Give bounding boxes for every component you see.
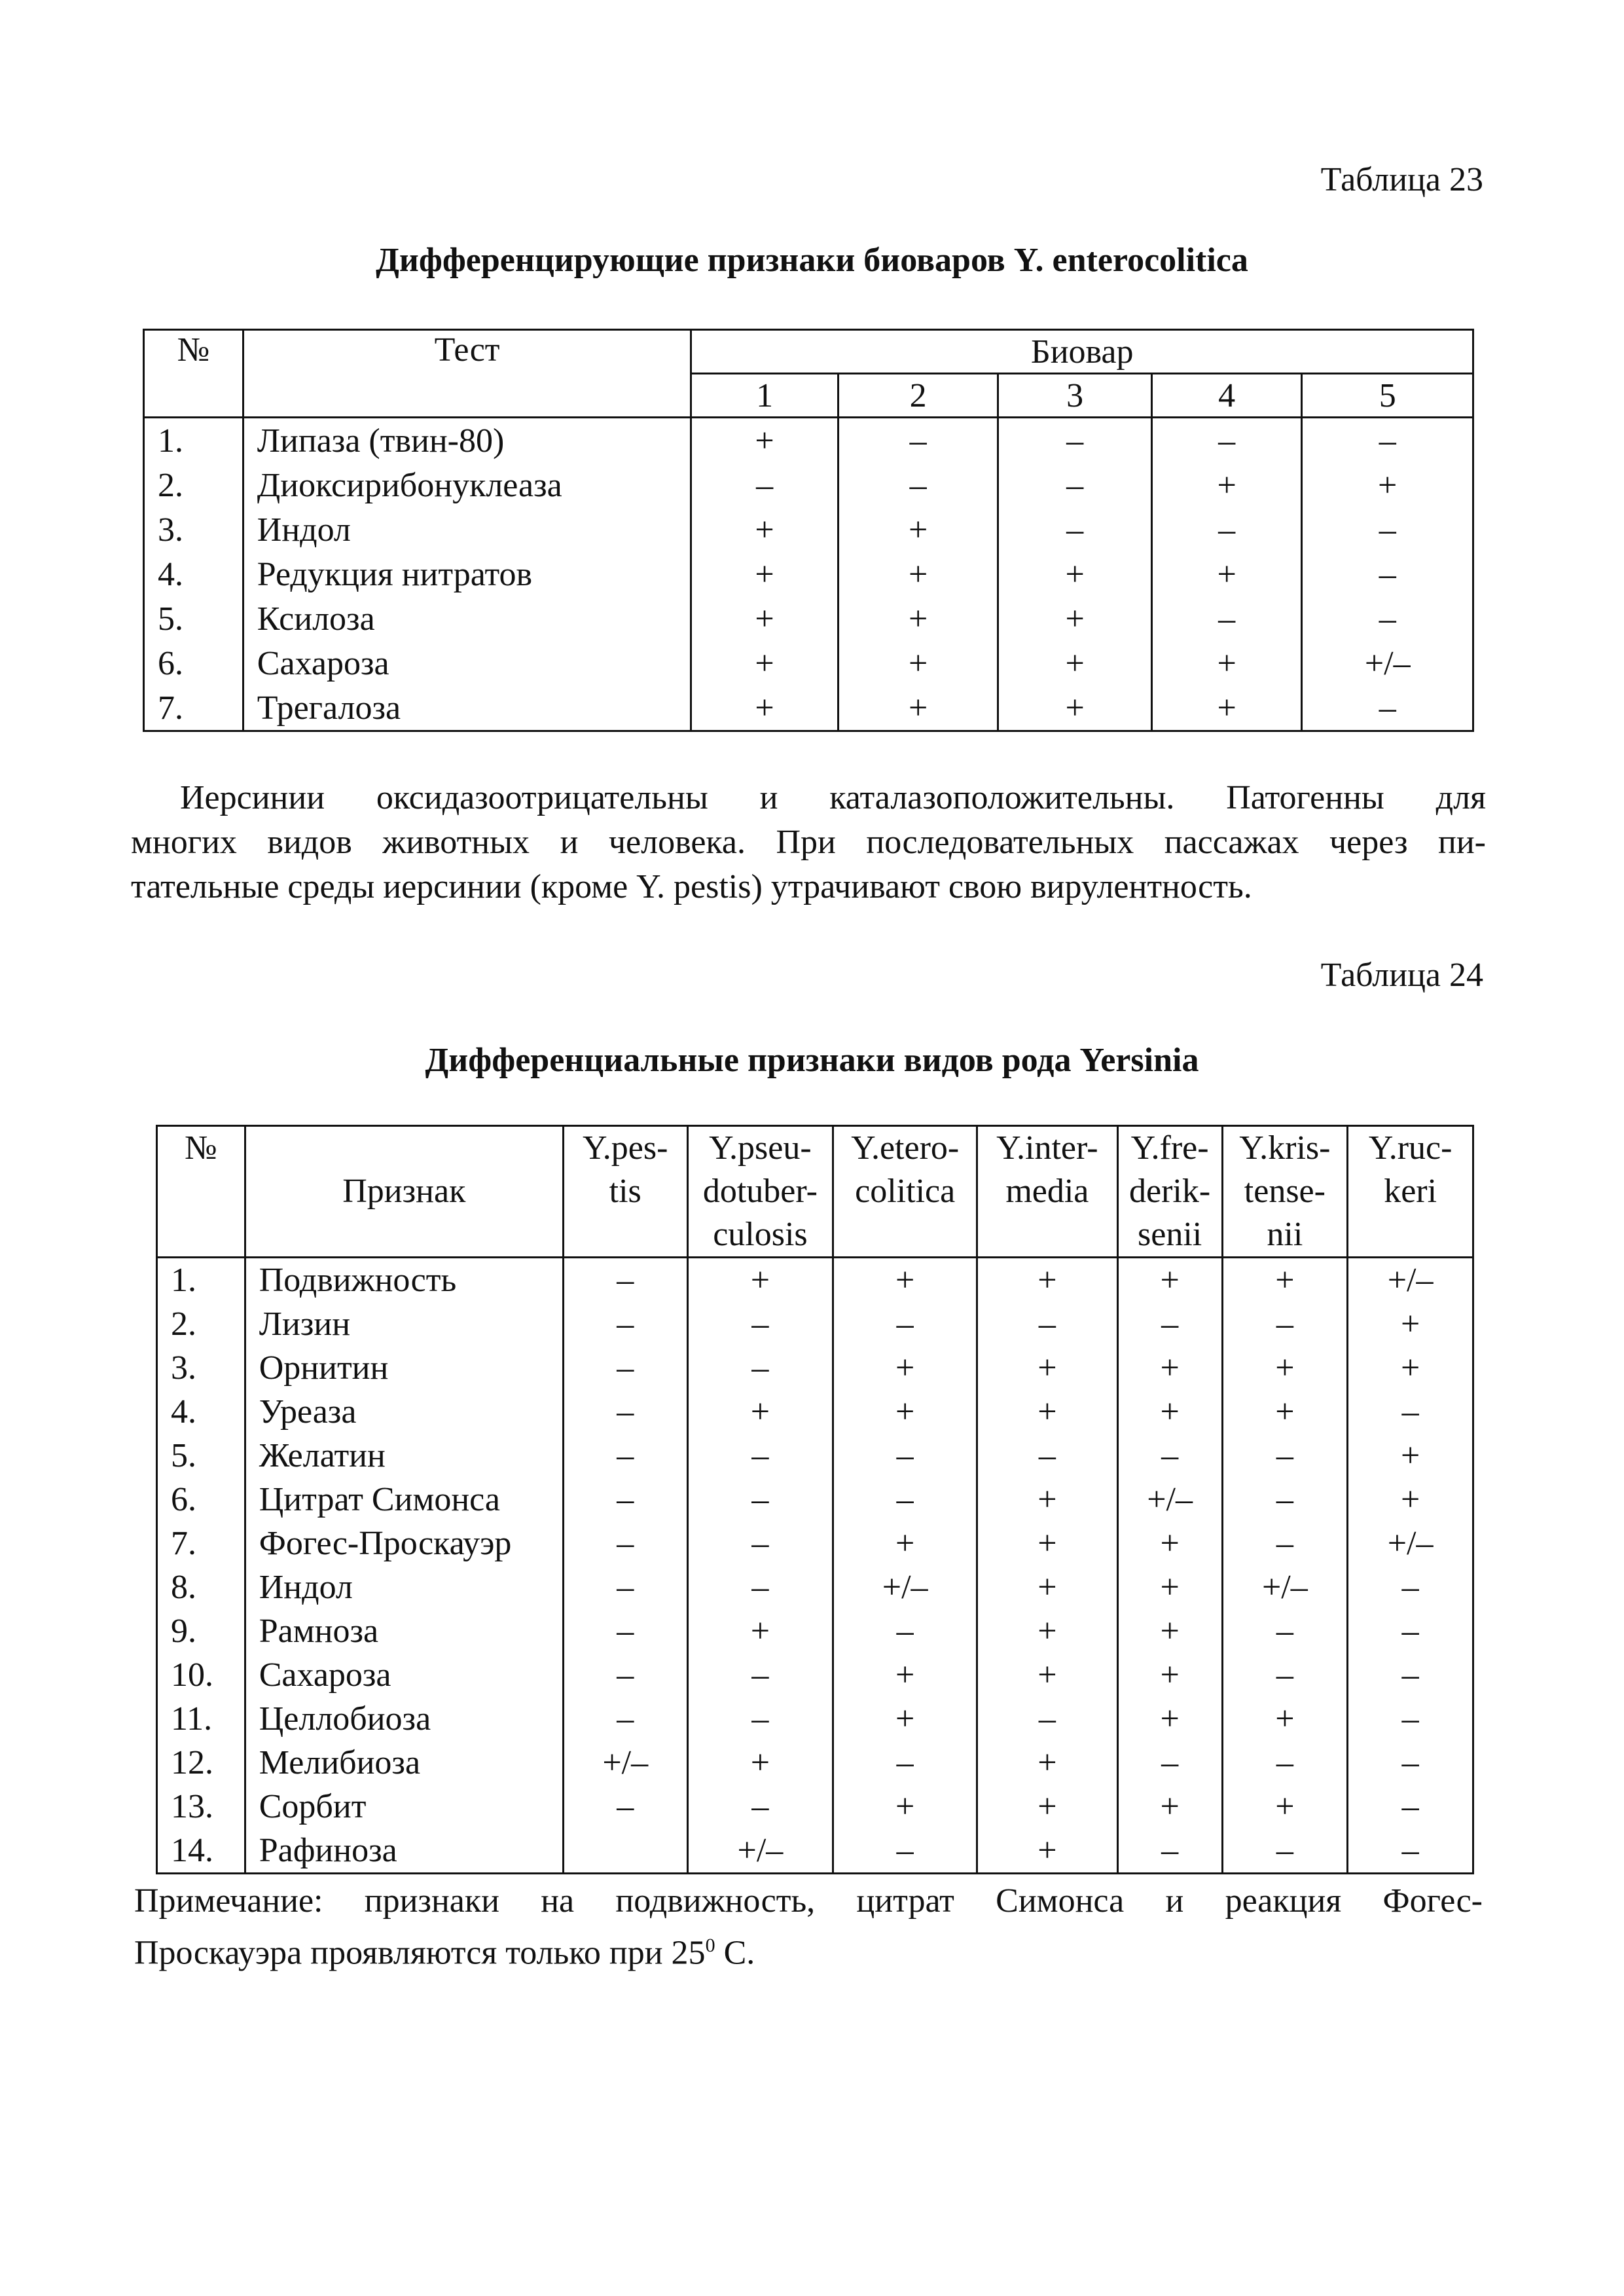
result-cell: +: [1151, 463, 1302, 507]
paragraph-line: [131, 776, 1486, 820]
row-number: 12.: [157, 1741, 245, 1785]
species-header-line: Y.inter-: [996, 1129, 1098, 1167]
paragraph-line: многих видов животных и человека. При последовательных пассажах через пи-: [131, 824, 1486, 861]
row-number: 2.: [144, 463, 244, 507]
table-row: [157, 1522, 1473, 1565]
result-cell: +: [691, 507, 839, 552]
result-cell: –: [1151, 418, 1302, 464]
result-cell: –: [1222, 1829, 1348, 1874]
species-header-line: Y.pes-: [582, 1129, 668, 1167]
row-number: 11.: [157, 1697, 245, 1741]
result-cell: +: [1117, 1565, 1222, 1609]
result-cell: +: [833, 1785, 977, 1829]
species-header-line: Y.ruc-: [1368, 1129, 1453, 1167]
result-cell: +: [838, 596, 998, 641]
note-superscript: 0: [705, 1935, 715, 1956]
test-name: Сахароза: [243, 641, 691, 685]
result-cell: –: [691, 463, 839, 507]
row-number: 6.: [144, 641, 244, 685]
result-cell: [563, 1829, 687, 1874]
table-row: [144, 507, 1473, 552]
result-cell: –: [563, 1653, 687, 1697]
header-sign: Признак: [245, 1126, 563, 1258]
result-cell: +: [1117, 1522, 1222, 1565]
note-line: [134, 1923, 1483, 1975]
result-cell: –: [1348, 1565, 1473, 1609]
result-cell: –: [687, 1565, 833, 1609]
result-cell: +: [998, 552, 1152, 596]
result-cell: –: [1151, 596, 1302, 641]
result-cell: +: [1348, 1434, 1473, 1478]
result-cell: +: [1117, 1258, 1222, 1303]
result-cell: +: [838, 507, 998, 552]
result-cell: +/–: [833, 1565, 977, 1609]
result-cell: –: [1348, 1697, 1473, 1741]
table-row: [144, 463, 1473, 507]
row-number: 1.: [144, 418, 244, 464]
result-cell: –: [1348, 1653, 1473, 1697]
result-cell: –: [833, 1302, 977, 1346]
result-cell: +: [1117, 1653, 1222, 1697]
result-cell: +: [977, 1653, 1118, 1697]
species-header: [563, 1126, 687, 1258]
result-cell: –: [1117, 1302, 1222, 1346]
result-cell: +: [1117, 1609, 1222, 1653]
table-row: [157, 1346, 1473, 1390]
result-cell: –: [1302, 507, 1473, 552]
species-header: [1117, 1126, 1222, 1258]
sign-name: Сорбит: [245, 1785, 563, 1829]
result-cell: –: [998, 507, 1152, 552]
result-cell: –: [1302, 418, 1473, 464]
result-cell: +: [1348, 1346, 1473, 1390]
result-cell: +: [1222, 1390, 1348, 1434]
test-name: Редукция нитратов: [243, 552, 691, 596]
result-cell: +: [977, 1829, 1118, 1874]
result-cell: +/–: [1117, 1478, 1222, 1522]
result-cell: –: [1117, 1434, 1222, 1478]
result-cell: –: [1222, 1609, 1348, 1653]
header-num: №: [157, 1126, 245, 1258]
table-row: [157, 1390, 1473, 1434]
result-cell: +: [998, 685, 1152, 731]
result-cell: –: [1348, 1741, 1473, 1785]
result-cell: +: [1151, 641, 1302, 685]
sign-name: Целлобиоза: [245, 1697, 563, 1741]
table-24-note: [134, 1879, 1483, 1975]
result-cell: –: [687, 1434, 833, 1478]
result-cell: +: [977, 1565, 1118, 1609]
note-text: С.: [715, 1934, 755, 1972]
result-cell: +: [998, 641, 1152, 685]
species-header: [1348, 1126, 1473, 1258]
result-cell: +/–: [1302, 641, 1473, 685]
table-24-label: Таблица 24: [1320, 957, 1483, 994]
biovar-number: 2: [838, 374, 998, 418]
sign-name: Уреаза: [245, 1390, 563, 1434]
sign-name: Желатин: [245, 1434, 563, 1478]
row-number: 4.: [157, 1390, 245, 1434]
result-cell: –: [838, 418, 998, 464]
result-cell: +: [977, 1522, 1118, 1565]
table-row: [157, 1697, 1473, 1741]
table-row: [144, 418, 1473, 464]
row-number: 3.: [157, 1346, 245, 1390]
result-cell: –: [833, 1609, 977, 1653]
result-cell: –: [977, 1302, 1118, 1346]
result-cell: +: [1222, 1346, 1348, 1390]
result-cell: +: [1222, 1258, 1348, 1303]
table-row: [157, 1785, 1473, 1829]
result-cell: +: [977, 1478, 1118, 1522]
table-row: [157, 1434, 1473, 1478]
result-cell: +: [833, 1258, 977, 1303]
row-number: 9.: [157, 1609, 245, 1653]
result-cell: +: [1151, 552, 1302, 596]
result-cell: +: [977, 1785, 1118, 1829]
result-cell: +: [1117, 1346, 1222, 1390]
result-cell: –: [563, 1478, 687, 1522]
sign-name: Орнитин: [245, 1346, 563, 1390]
result-cell: –: [563, 1785, 687, 1829]
result-cell: +: [1302, 463, 1473, 507]
sign-name: Подвижность: [245, 1258, 563, 1303]
result-cell: –: [998, 463, 1152, 507]
sign-name: Рафиноза: [245, 1829, 563, 1874]
test-name: Диоксирибонуклеаза: [243, 463, 691, 507]
note-line: Примечание: признаки на подвижность, цитрат Симонса и реакция Фогес-: [134, 1882, 1483, 1920]
header-biovar: Биовар: [691, 330, 1473, 374]
result-cell: +: [833, 1697, 977, 1741]
result-cell: +: [833, 1522, 977, 1565]
species-header: [1222, 1126, 1348, 1258]
result-cell: –: [1348, 1390, 1473, 1434]
result-cell: +: [687, 1258, 833, 1303]
species-header-line: derik-: [1129, 1173, 1211, 1210]
result-cell: –: [1348, 1609, 1473, 1653]
species-header-line: tis: [609, 1173, 641, 1210]
result-cell: +: [1117, 1390, 1222, 1434]
sign-name: Лизин: [245, 1302, 563, 1346]
species-header-line: Y.kris-: [1239, 1129, 1331, 1167]
row-number: 1.: [157, 1258, 245, 1303]
table-row: [157, 1609, 1473, 1653]
row-number: 5.: [157, 1434, 245, 1478]
result-cell: –: [687, 1653, 833, 1697]
result-cell: –: [1348, 1785, 1473, 1829]
table-row: [144, 552, 1473, 596]
result-cell: –: [833, 1741, 977, 1785]
result-cell: +: [838, 552, 998, 596]
result-cell: –: [833, 1434, 977, 1478]
result-cell: +: [691, 685, 839, 731]
result-cell: –: [998, 418, 1152, 464]
species-header: [977, 1126, 1118, 1258]
species-header-line: colitica: [855, 1173, 956, 1210]
result-cell: +: [1222, 1785, 1348, 1829]
species-header-line: Y.fre-: [1130, 1129, 1209, 1167]
result-cell: –: [687, 1346, 833, 1390]
result-cell: –: [833, 1478, 977, 1522]
result-cell: –: [977, 1697, 1118, 1741]
result-cell: –: [563, 1302, 687, 1346]
result-cell: –: [687, 1478, 833, 1522]
table-23-caption: Дифференцирующие признаки биоваров Y. enterocolitica: [376, 242, 1248, 279]
result-cell: –: [563, 1609, 687, 1653]
table-23-label: Таблица 23: [1320, 161, 1483, 198]
sign-name: Цитрат Симонса: [245, 1478, 563, 1522]
result-cell: –: [1222, 1302, 1348, 1346]
result-cell: +: [977, 1741, 1118, 1785]
result-cell: –: [1117, 1741, 1222, 1785]
result-cell: –: [563, 1565, 687, 1609]
sign-name: Мелибиоза: [245, 1741, 563, 1785]
result-cell: –: [563, 1522, 687, 1565]
species-header: [833, 1126, 977, 1258]
table-row: [157, 1258, 1473, 1303]
result-cell: –: [1302, 685, 1473, 731]
sign-name: Сахароза: [245, 1653, 563, 1697]
result-cell: –: [563, 1346, 687, 1390]
species-header-line: [1348, 1213, 1472, 1256]
row-number: 7.: [144, 685, 244, 731]
species-header-line: tense-: [1244, 1173, 1326, 1210]
biovar-number: 5: [1302, 374, 1473, 418]
biovar-number: 4: [1151, 374, 1302, 418]
species-header-line: media: [1005, 1173, 1089, 1210]
paragraph-text: Иерсинии оксидазоотрицательны и каталазоположительны. Патогенны для: [180, 779, 1486, 816]
result-cell: +/–: [563, 1741, 687, 1785]
result-cell: +: [977, 1258, 1118, 1303]
result-cell: +: [1222, 1697, 1348, 1741]
species-header-line: nii: [1267, 1216, 1303, 1253]
row-number: 6.: [157, 1478, 245, 1522]
test-name: Липаза (твин-80): [243, 418, 691, 464]
result-cell: +: [833, 1346, 977, 1390]
result-cell: +/–: [1348, 1258, 1473, 1303]
result-cell: +: [998, 596, 1152, 641]
row-number: 5.: [144, 596, 244, 641]
result-cell: +: [1117, 1697, 1222, 1741]
result-cell: +: [687, 1390, 833, 1434]
biovar-number: 3: [998, 374, 1152, 418]
result-cell: –: [687, 1785, 833, 1829]
body-paragraph: [131, 776, 1486, 909]
result-cell: –: [833, 1829, 977, 1874]
result-cell: –: [687, 1522, 833, 1565]
result-cell: +: [1348, 1478, 1473, 1522]
row-number: 7.: [157, 1522, 245, 1565]
species-header-line: [834, 1213, 976, 1256]
row-number: 3.: [144, 507, 244, 552]
species-header-line: Y.etero-: [851, 1129, 960, 1167]
species-header-line: keri: [1384, 1173, 1437, 1210]
sign-name: Индол: [245, 1565, 563, 1609]
result-cell: +: [691, 552, 839, 596]
table-23: [143, 329, 1474, 732]
result-cell: +: [977, 1609, 1118, 1653]
result-cell: –: [1222, 1741, 1348, 1785]
row-number: 8.: [157, 1565, 245, 1609]
result-cell: +: [691, 418, 839, 464]
row-number: 2.: [157, 1302, 245, 1346]
result-cell: +: [691, 596, 839, 641]
result-cell: +: [1151, 685, 1302, 731]
species-header-line: [978, 1213, 1117, 1256]
result-cell: +/–: [1348, 1522, 1473, 1565]
result-cell: +: [691, 641, 839, 685]
result-cell: –: [1302, 552, 1473, 596]
row-number: 14.: [157, 1829, 245, 1874]
result-cell: +: [838, 685, 998, 731]
table-row: [157, 1302, 1473, 1346]
row-number: 10.: [157, 1653, 245, 1697]
result-cell: –: [563, 1697, 687, 1741]
result-cell: +: [977, 1390, 1118, 1434]
table-row: [157, 1478, 1473, 1522]
result-cell: +: [977, 1346, 1118, 1390]
header-test: Тест: [243, 330, 691, 418]
result-cell: +: [1348, 1302, 1473, 1346]
result-cell: –: [1302, 596, 1473, 641]
result-cell: –: [1151, 507, 1302, 552]
result-cell: +: [687, 1741, 833, 1785]
result-cell: –: [977, 1434, 1118, 1478]
note-text: Проскауэра проявляются только при 25: [134, 1934, 706, 1972]
species-header-line: Y.pseu-: [709, 1129, 812, 1167]
result-cell: –: [1222, 1653, 1348, 1697]
species-header-line: dotuber-: [702, 1173, 818, 1210]
header-num: №: [144, 330, 244, 418]
result-cell: –: [563, 1390, 687, 1434]
result-cell: –: [687, 1697, 833, 1741]
result-cell: +: [687, 1609, 833, 1653]
result-cell: –: [1348, 1829, 1473, 1874]
sign-name: Рамноза: [245, 1609, 563, 1653]
table-row: [144, 641, 1473, 685]
result-cell: –: [1117, 1829, 1222, 1874]
result-cell: –: [563, 1258, 687, 1303]
table-row: [157, 1829, 1473, 1874]
test-name: Ксилоза: [243, 596, 691, 641]
table-row: [157, 1565, 1473, 1609]
paragraph-line: тательные среды иерсинии (кроме Y. pestis) утрачивают свою вирулентность.: [131, 868, 1252, 905]
row-number: 13.: [157, 1785, 245, 1829]
test-name: Трегалоза: [243, 685, 691, 731]
row-number: 4.: [144, 552, 244, 596]
species-header-line: [564, 1213, 687, 1256]
biovar-number: 1: [691, 374, 839, 418]
table-row: [144, 596, 1473, 641]
species-header: [687, 1126, 833, 1258]
result-cell: –: [838, 463, 998, 507]
result-cell: –: [687, 1302, 833, 1346]
result-cell: –: [1222, 1522, 1348, 1565]
table-24-caption: Дифференциальные признаки видов рода Yersinia: [425, 1042, 1199, 1079]
table-row: [144, 685, 1473, 731]
result-cell: +/–: [687, 1829, 833, 1874]
test-name: Индол: [243, 507, 691, 552]
result-cell: –: [563, 1434, 687, 1478]
species-header-line: culosis: [713, 1216, 808, 1253]
result-cell: –: [1222, 1478, 1348, 1522]
result-cell: +: [833, 1653, 977, 1697]
table-24: [156, 1125, 1474, 1874]
result-cell: +/–: [1222, 1565, 1348, 1609]
table-row: [157, 1653, 1473, 1697]
result-cell: +: [833, 1390, 977, 1434]
species-header-line: senii: [1138, 1216, 1202, 1253]
result-cell: +: [838, 641, 998, 685]
table-row: [157, 1741, 1473, 1785]
result-cell: +: [1117, 1785, 1222, 1829]
sign-name: Фогес-Проскауэр: [245, 1522, 563, 1565]
result-cell: –: [1222, 1434, 1348, 1478]
